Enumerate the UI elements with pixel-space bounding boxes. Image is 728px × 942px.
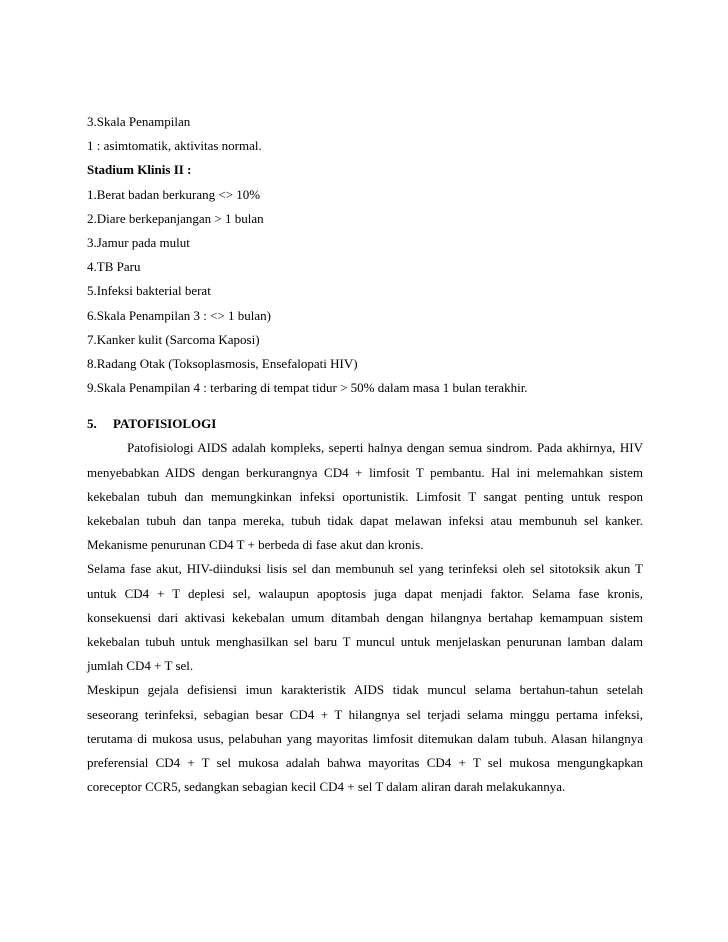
stage-heading: Stadium Klinis II : (87, 162, 192, 178)
list-line: 1 : asimtomatik, aktivitas normal. (87, 138, 262, 154)
paragraph: Patofisiologi AIDS adalah kompleks, seperti halnya dengan semua sindrom. Pada akhirnya, HIV menyebabkan AIDS dengan berkurangnya CD4 + limfosit T pembantu. Hal ini melemahkan sistem kekebalan tubuh dan memungkinkan infeksi oportunistik. Limfosit T sangat penting untuk respon kekebalan tubuh dan tanpa mereka, tubuh tidak dapat melawan infeksi atau membunuh sel kanker. Mekanisme penurunan CD4 T + berbeda di fase akut dan kronis. (87, 440, 643, 553)
list-line: 9.Skala Penampilan 4 : terbaring di tempat tidur > 50% dalam masa 1 bulan terakhir. (87, 380, 528, 396)
list-line: 7.Kanker kulit (Sarcoma Kaposi) (87, 331, 260, 347)
stage-list (87, 110, 643, 400)
list-line: 8.Radang Otak (Toksoplasmosis, Ensefalopati HIV) (87, 355, 358, 371)
list-line: 3.Jamur pada mulut (87, 234, 190, 250)
paragraph: Selama fase akut, HIV-diinduksi lisis sel dan membunuh sel yang terinfeksi oleh sel sitotoksik akun T untuk CD4 + T deplesi sel, walaupun apoptosis juga dapat menjadi faktor. Selama fase kronis, konsekuensi dari aktivasi kekebalan umum ditambah dengan hilangnya bertahap kemampuan sistem kekebalan tubuh untuk menghasilkan sel baru T muncul untuk menjelaskan penurunan lamban dalam jumlah CD4 + T sel. (87, 561, 643, 674)
section-heading (87, 412, 643, 436)
spacer (87, 400, 643, 412)
section-title: PATOFISIOLOGI (113, 416, 217, 432)
section-number: 5. (87, 416, 97, 432)
list-line: 3.Skala Penampilan (87, 114, 191, 129)
list-line: 1.Berat badan berkurang <> 10% (87, 186, 261, 202)
paragraph: Meskipun gejala defisiensi imun karakteristik AIDS tidak muncul selama bertahun-tahun setelah seseorang terinfeksi, sebagian besar CD4 + T hilangnya sel terjadi selama minggu pertama infeksi, terutama di mukosa usus, pelabuhan yang mayoritas limfosit ditemukan dalam tubuh. Alasan hilangnya preferensial CD4 + T sel mukosa adalah bahwa mayoritas CD4 + T sel mukosa mengungkapkan coreceptor CCR5, sedangkan sebagian kecil CD4 + sel T dalam aliran darah melakukannya. (87, 682, 643, 795)
list-line: 2.Diare berkepanjangan > 1 bulan (87, 210, 264, 226)
document-page (87, 110, 643, 799)
list-line: 4.TB Paru (87, 259, 141, 275)
list-line: 5.Infeksi bakterial berat (87, 283, 211, 299)
list-line: 6.Skala Penampilan 3 : <> 1 bulan) (87, 307, 271, 323)
